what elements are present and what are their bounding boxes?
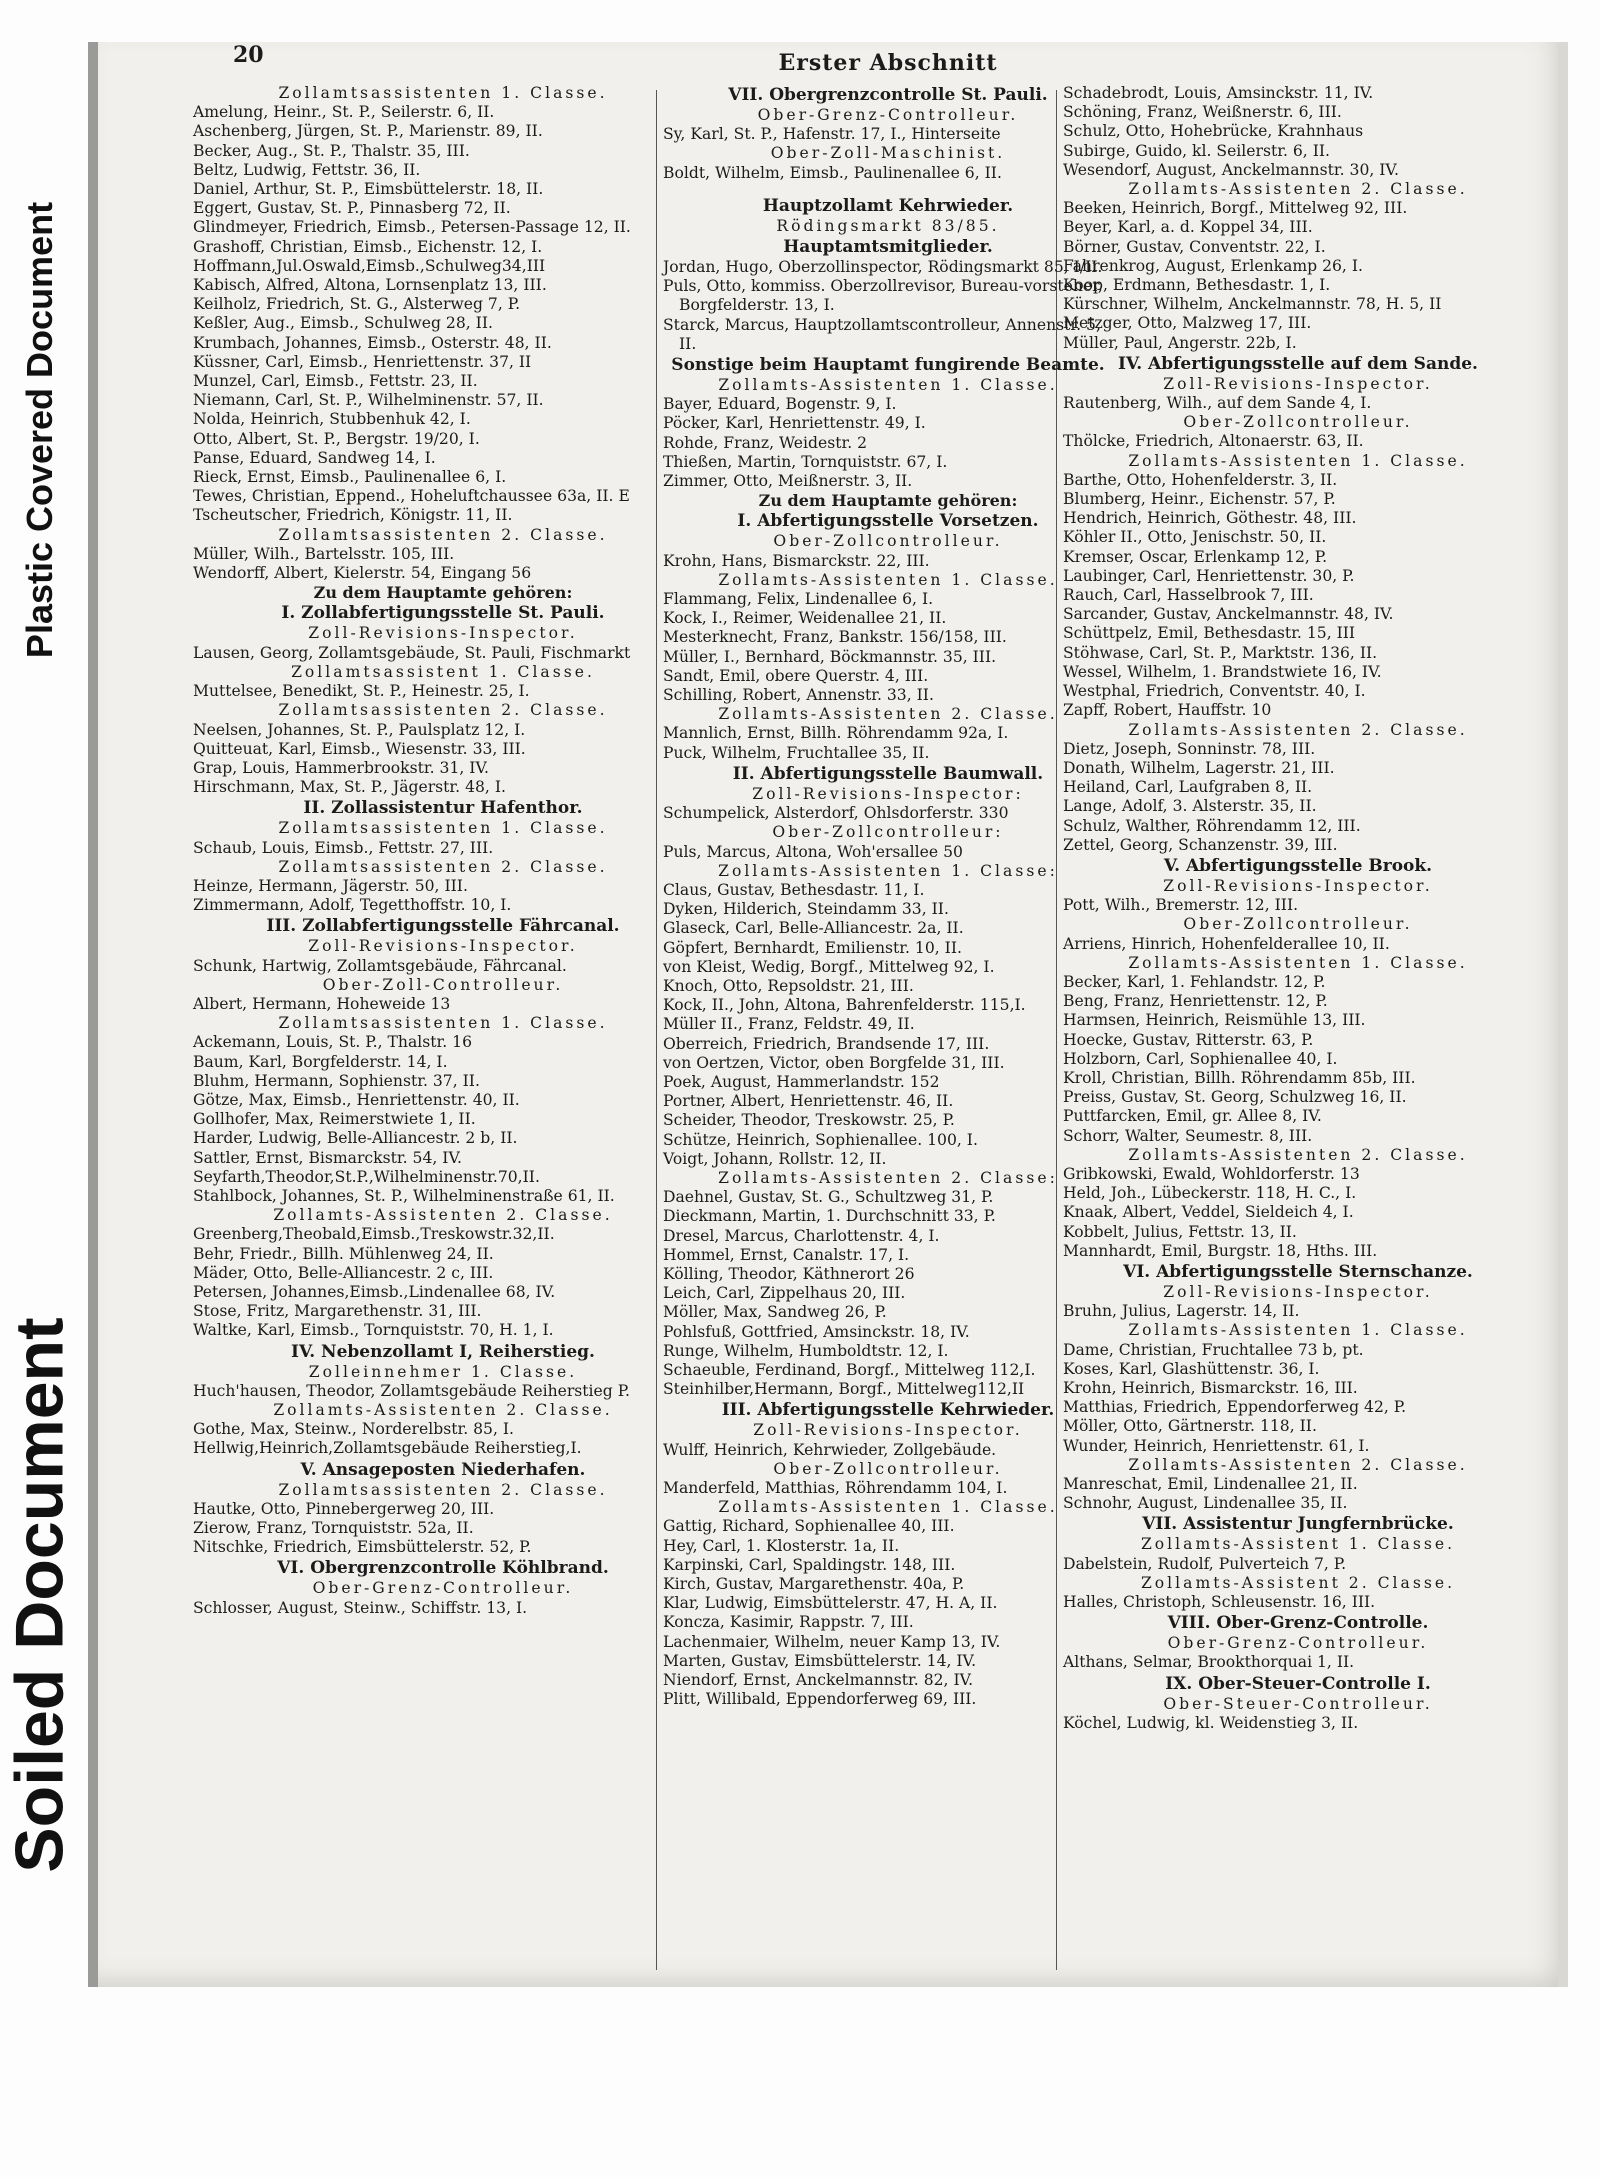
section-title: Hauptamtsmitglieder. [783,237,993,258]
directory-entry: Plitt, Willibald, Eppendorferweg 69, III. [663,1690,977,1709]
directory-entry: Poek, August, Hammerlandstr. 152 [663,1072,940,1091]
directory-entry: Daehnel, Gustav, St. G., Schultzweg 31, P. [663,1188,994,1207]
directory-entry: Mannhardt, Emil, Burgstr. 18, Hths. III. [1063,1241,1378,1260]
directory-entry: Bayer, Eduard, Bogenstr. 9, I. [663,395,897,414]
directory-entry: Albert, Hermann, Hoheweide 13 [193,994,451,1013]
plastic-covered-text: Plastic Covered Document [19,201,61,659]
directory-entry: Küssner, Carl, Eimsb., Henriettenstr. 37, II [193,352,532,371]
directory-entry: Eggert, Gustav, St. P., Pinnasberg 72, II. [193,199,511,218]
directory-entry: Ackemann, Louis, St. P., Thalstr. 16 [193,1033,473,1052]
directory-entry: Dietz, Joseph, Sonninstr. 78, III. [1063,739,1316,758]
rank-title: Zollamts-Assistenten 2. Classe. [1128,1145,1468,1164]
directory-entry: Grap, Louis, Hammerbrookstr. 31, IV. [193,758,489,777]
section-title: V. Ansageposten Niederhafen. [300,1459,586,1480]
directory-entry: Hendrich, Heinrich, Göthestr. 48, III. [1063,509,1357,528]
directory-entry: Wesendorf, August, Anckelmannstr. 30, IV. [1063,160,1399,179]
rank-title: Zollamts-Assistent 2. Classe. [1140,1573,1456,1592]
section-title: V. Abfertigungsstelle Brook. [1163,855,1433,876]
directory-entry: Seyfarth,Theodor,St.P.,Wilhelminenstr.70,II. [193,1167,540,1186]
directory-entry: Preiss, Gustav, St. Georg, Schulzweg 16, II. [1063,1088,1407,1107]
rank-title: Zollamtsassistenten 1. Classe. [278,1014,608,1033]
directory-entry: Aschenberg, Jürgen, St. P., Marienstr. 89, II. [193,122,543,141]
directory-entry: Möller, Otto, Gärtnerstr. 118, II. [1063,1417,1317,1436]
directory-entry: Zettel, Georg, Schanzenstr. 39, III. [1063,835,1338,854]
directory-entry: Gothe, Max, Steinw., Norderelbstr. 85, I. [193,1420,514,1439]
directory-entry: Becker, Karl, 1. Fehlandstr. 12, P. [1063,972,1326,991]
rank-title: Zollamts-Assistenten 1. Classe: [718,861,1058,880]
directory-entry: Schlosser, August, Steinw., Schiffstr. 13, I. [193,1598,528,1617]
directory-entry: Leich, Carl, Zippelhaus 20, III. [663,1284,906,1303]
directory-entry: Mannlich, Ernst, Billh. Röhrendamm 92a, I. [663,724,1009,743]
subheading: Zu dem Hauptamte gehören: [758,491,1018,511]
section-title: II. Zollassistentur Hafenthor. [303,798,583,819]
directory-entry: Sarcander, Gustav, Anckelmannstr. 48, IV. [1063,605,1394,624]
directory-entry: Pohlsfuß, Gottfried, Amsinckstr. 18, IV. [663,1322,970,1341]
directory-entry: Lachenmaier, Wilhelm, neuer Kamp 13, IV. [663,1632,1001,1651]
directory-entry: Oberreich, Friedrich, Brandsende 17, III. [663,1034,990,1053]
directory-entry: Hirschmann, Max, St. P., Jägerstr. 48, I. [193,778,506,797]
directory-entry: Schulz, Otto, Hohebrücke, Krahnhaus [1063,122,1364,141]
directory-entry: Manreschat, Emil, Lindenallee 21, II. [1063,1475,1358,1494]
directory-entry: Schadebrodt, Louis, Amsinckstr. 11, IV. [1063,84,1374,102]
directory-entry: Hommel, Ernst, Canalstr. 17, I. [663,1245,910,1264]
directory-entry: Holzborn, Carl, Sophienallee 40, I. [1063,1049,1338,1068]
directory-entry: Heiland, Carl, Laufgraben 8, II. [1063,778,1313,797]
directory-page [88,42,1568,1987]
directory-entry: Zierow, Franz, Tornquiststr. 52a, II. [193,1519,474,1538]
directory-entry: Stahlbock, Johannes, St. P., Wilhelminenstraße 61, II. [193,1186,615,1205]
section-title: I. Abfertigungsstelle Vorsetzen. [737,511,1039,532]
directory-entry: Glaseck, Carl, Belle-Alliancestr. 2a, II. [663,919,964,938]
directory-entry: Starck, Marcus, Hauptzollamtscontrolleur, Annenstr. 5, II. [663,315,1101,353]
directory-entry: Quitteuat, Karl, Eimsb., Wiesenstr. 33, III. [193,739,526,758]
section-title: VIII. Ober-Grenz-Controlle. [1167,1613,1429,1634]
rank-title: Zollamtsassistent 1. Classe. [291,662,595,681]
section-heading: Erster Abschnitt [778,50,998,76]
directory-entry: Becker, Aug., St. P., Thalstr. 35, III. [193,141,470,160]
rank-title: Ober-Zollcontrolleur. [1183,915,1413,934]
rank-title: Zolleinnehmer 1. Classe. [308,1362,578,1381]
rank-title: Zollamts-Assistenten 2. Classe. [273,1206,613,1225]
directory-entry: Dresel, Marcus, Charlottenstr. 4, I. [663,1226,940,1245]
directory-entry: Götze, Max, Eimsb., Henriettenstr. 40, II. [193,1090,520,1109]
directory-entry: von Oertzen, Victor, oben Borgfelde 31, III. [663,1053,1005,1072]
directory-entry: Wendorff, Albert, Kielerstr. 54, Eingang 56 [193,564,532,583]
directory-entry: Knaak, Albert, Veddel, Sieldeich 4, I. [1063,1203,1354,1222]
directory-entry: Rautenberg, Wilh., auf dem Sande 4, I. [1063,394,1372,413]
directory-entry: Harmsen, Heinrich, Reismühle 13, III. [1063,1011,1366,1030]
directory-entry: Konczа, Kasimir, Rappstr. 7, III. [663,1613,914,1632]
directory-entry: Koses, Karl, Glashüttenstr. 36, I. [1063,1359,1320,1378]
rank-title: Zollamts-Assistenten 1. Classe. [1128,1321,1468,1340]
rank-title: Zoll-Revisions-Inspector. [308,624,578,643]
directory-entry: Gribkowski, Ewald, Wohldorferstr. 13 [1063,1164,1360,1183]
section-title: Hauptzollamt Kehrwieder. [762,195,1014,216]
directory-entry: Westphal, Friedrich, Conventstr. 40, I. [1063,682,1366,701]
directory-entry: Heinze, Hermann, Jägerstr. 50, III. [193,876,468,895]
directory-entry: Schütze, Heinrich, Sophienallee. 100, I. [663,1130,978,1149]
rank-title: Ober-Zoll-Maschinist. [770,144,1006,163]
section-title: IV. Abfertigungsstelle auf dem Sande. [1118,353,1478,374]
directory-entry: Tscheutscher, Friedrich, Königstr. 11, II. [193,506,513,525]
directory-entry: Huch'hausen, Theodor, Zollamtsgebäude Reiherstieg P. [193,1381,631,1400]
directory-entry: Hey, Carl, 1. Klosterstr. 1a, II. [663,1536,900,1555]
rank-title: Zollamtsassistenten 2. Classe. [278,525,608,544]
directory-entry: Dame, Christian, Fruchtallee 73 b, pt. [1063,1340,1364,1359]
section-title: IV. Nebenzollamt I, Reiherstieg. [291,1341,595,1362]
section-title: III. Zollabfertigungsstelle Fährcanal. [266,916,620,937]
directory-entry: Krumbach, Johannes, Eimsb., Osterstr. 48, II. [193,333,552,352]
directory-entry: Beltz, Ludwig, Fettstr. 36, II. [193,160,421,179]
directory-entry: Schorr, Walter, Seumestr. 8, III. [1063,1126,1313,1145]
directory-entry: Jordan, Hugo, Oberzollinspector, Rödingsmarkt 85, I/II. [663,258,1103,277]
directory-entry: Zapff, Robert, Hauffstr. 10 [1063,701,1272,720]
directory-entry: Dyken, Hilderich, Steindamm 33, II. [663,900,949,919]
directory-entry: Wessel, Wilhelm, 1. Brandstwiete 16, IV. [1063,662,1382,681]
directory-entry: Niendorf, Ernst, Anckelmannstr. 82, IV. [663,1671,974,1690]
directory-entry: Metzger, Otto, Malzweg 17, III. [1063,314,1312,333]
directory-entry: Schilling, Robert, Annenstr. 33, II. [663,686,934,705]
directory-entry: Hellwig,Heinrich,Zollamtsgebäude Reiherstieg,I. [193,1439,582,1458]
rank-title: Zollamts-Assistenten 2. Classe. [273,1401,613,1419]
directory-entry: Steinhilber,Hermann, Borgf., Mittelweg112,II [663,1380,1025,1399]
rank-title: Zollamtsassistenten 1. Classe. [278,819,608,838]
directory-entry: Puttfarcken, Emil, gr. Allee 8, IV. [1063,1107,1322,1126]
rank-title: Ober-Zollcontrolleur. [773,1459,1003,1478]
section-title: III. Abfertigungsstelle Kehrwieder. [721,1400,1055,1421]
rank-title: Zollamts-Assistenten 1. Classe. [718,1498,1058,1517]
directory-entry: Nolda, Heinrich, Stubbenhuk 42, I. [193,410,471,429]
directory-entry: Beeken, Heinrich, Borgf., Mittelweg 92, III. [1063,199,1408,218]
directory-entry: Beyer, Karl, a. d. Koppel 34, III. [1063,218,1313,237]
rank-title: Zollamts-Assistenten 1. Classe. [718,570,1058,589]
directory-entry: Kobbelt, Julius, Fettstr. 13, II. [1063,1222,1297,1241]
rank-title: Zollamts-Assistenten 2. Classe. [1128,720,1468,739]
directory-entry: Pott, Wilh., Bremerstr. 12, III. [1063,896,1299,915]
directory-entry: Wunder, Heinrich, Henriettenstr. 61, I. [1063,1436,1370,1455]
rank-title: Zollamtsassistenten 2. Classe. [278,857,608,876]
rank-title: Zollamts-Assistenten 2. Classe. [1128,1455,1468,1474]
soiled-document-label [0,1290,80,1900]
directory-entry: Matthias, Friedrich, Eppendorferweg 42, P. [1063,1398,1407,1417]
directory-entry: Glindmeyer, Friedrich, Eimsb., Petersen-Passage 12, II. [193,218,631,237]
rank-title: Zollamts-Assistenten 1. Classe. [1128,451,1468,470]
rank-title: Zollamts-Assistenten 1. Classe. [1128,953,1468,972]
directory-entry: Knoch, Otto, Repsoldstr. 21, III. [663,976,914,995]
directory-entry: Runge, Wilhelm, Humboldtstr. 12, I. [663,1341,949,1360]
directory-entry: Barthe, Otto, Hohenfelderstr. 3, II. [1063,470,1338,489]
rank-title: Ober-Zollcontrolleur. [1183,413,1413,432]
directory-entry: Kroll, Christian, Billh. Röhrendamm 85b, III. [1063,1068,1416,1087]
directory-entry: Hautke, Otto, Pinnebergerweg 20, III. [193,1499,495,1518]
directory-entry: Greenberg,Theobald,Eimsb.,Treskowstr.32,II. [193,1225,555,1244]
directory-entry: Pöcker, Karl, Henriettenstr. 49, I. [663,414,926,433]
directory-entry: Flammang, Felix, Lindenallee 6, I. [663,590,934,609]
directory-entry: Kölling, Theodor, Käthnerort 26 [663,1264,915,1283]
directory-entry: Rieck, Ernst, Eimsb., Paulinenallee 6, I. [193,468,507,487]
rank-title: Zollamts-Assistenten 2. Classe. [718,705,1058,724]
directory-entry: Schüttpelz, Emil, Bethesdastr. 15, III [1063,624,1356,643]
directory-entry: Köchel, Ludwig, kl. Weidenstieg 3, II. [1063,1713,1359,1732]
directory-entry: Bluhm, Hermann, Sophienstr. 37, II. [193,1071,480,1090]
directory-entry: Zimmermann, Adolf, Tegetthoffstr. 10, I. [193,896,512,915]
rank-title: Ober-Zoll-Controlleur. [322,975,564,994]
directory-entry: Puls, Marcus, Altona, Woh'ersallee 50 [663,842,963,861]
rank-title: Zoll-Revisions-Inspector. [753,1421,1023,1440]
directory-entry: Köhler II., Otto, Jenischstr. 50, II. [1063,528,1327,547]
directory-entry: Scheider, Theodor, Treskowstr. 25, P. [663,1111,955,1130]
column-left [193,84,693,1618]
directory-entry: Amelung, Heinr., St. P., Seilerstr. 6, II. [193,103,495,122]
directory-entry: Müller, Paul, Angerstr. 22b, I. [1063,333,1297,352]
directory-entry: Müller II., Franz, Feldstr. 49, II. [663,1015,915,1034]
directory-entry: Koop, Erdmann, Bethesdastr. 1, I. [1063,276,1331,295]
directory-entry: Gollhofer, Max, Reimerstwiete 1, II. [193,1110,476,1129]
rank-title: Zollamts-Assistenten 2. Classe: [718,1168,1058,1187]
rank-title: Zollamtsassistenten 2. Classe. [278,701,608,720]
directory-entry: Petersen, Johannes,Eimsb.,Lindenallee 68, IV. [193,1282,556,1301]
directory-entry: Börner, Gustav, Conventstr. 22, I. [1063,237,1326,256]
rank-title: Zollamts-Assistenten 1. Classe. [718,376,1058,395]
directory-entry: Otto, Albert, St. P., Bergstr. 19/20, I. [193,429,480,448]
spacer [663,183,1113,195]
rank-title: Ober-Steuer-Controlleur. [1163,1694,1433,1713]
directory-entry: Schumpelick, Alsterdorf, Ohlsdorferstr. 330 [663,804,1009,823]
directory-entry: Kabisch, Alfred, Altona, Lornsenplatz 13, III. [193,276,547,295]
rank-title: Zollamts-Assistenten 2. Classe. [1128,180,1468,199]
directory-entry: Daniel, Arthur, St. P., Eimsbüttelerstr. 18, II. [193,180,544,199]
directory-entry: Halles, Christoph, Schleusenstr. 16, III. [1063,1593,1376,1612]
column-right [1063,84,1533,1733]
rank-title: Zoll-Revisions-Inspector. [308,937,578,956]
directory-entry: Zimmer, Otto, Meißnerstr. 3, II. [663,472,913,491]
section-title: VII. Assistentur Jungfernbrücke. [1142,1514,1454,1535]
directory-entry: Keßler, Aug., Eimsb., Schulweg 28, II. [193,314,493,333]
directory-entry: Boldt, Wilhelm, Eimsb., Paulinenallee 6, II. [663,163,1002,182]
directory-entry: Schunk, Hartwig, Zollamtsgebäude, Fährcanal. [193,956,567,975]
directory-entry: Bruhn, Julius, Lagerstr. 14, II. [1063,1302,1300,1321]
directory-entry: Donath, Wilhelm, Lagerstr. 21, III. [1063,758,1335,777]
rank-title: Ober-Zollcontrolleur: [772,823,1004,842]
rank-title: Zollamts-Assistent 1. Classe. [1140,1535,1456,1554]
directory-entry: Neelsen, Johannes, St. P., Paulsplatz 12, I. [193,720,526,739]
directory-entry: Thölcke, Friedrich, Altonaerstr. 63, II. [1063,432,1364,451]
directory-entry: Sy, Karl, St. P., Hafenstr. 17, I., Hinterseite [663,125,1001,144]
rank-title: Zoll-Revisions-Inspector. [1163,1282,1433,1301]
directory-entry: Krohn, Hans, Bismarckstr. 22, III. [663,551,930,570]
directory-entry: Sandt, Emil, obere Querstr. 4, III. [663,666,929,685]
directory-entry: Baum, Karl, Borgfelderstr. 14, I. [193,1052,448,1071]
directory-entry: Portner, Albert, Henriettenstr. 46, II. [663,1092,954,1111]
directory-entry: Schaub, Louis, Eimsb., Fettstr. 27, III. [193,838,494,857]
page-edge [1558,42,1568,1987]
directory-entry: Sattler, Ernst, Bismarckstr. 54, IV. [193,1148,462,1167]
directory-entry: Muttelsee, Benedikt, St. P., Heinestr. 25, I. [193,682,530,701]
directory-entry: Claus, Gustav, Bethesdastr. 11, I. [663,880,925,899]
directory-entry: Marten, Gustav, Eimsbüttelerstr. 14, IV. [663,1651,977,1670]
directory-entry: Fahrenkrog, August, Erlenkamp 26, I. [1063,256,1363,275]
soiled-document-text: Soiled Document [2,1317,79,1873]
directory-entry: Thießen, Martin, Tornquiststr. 67, I. [663,452,948,471]
rank-title: Zollamtsassistenten 2. Classe. [278,1480,608,1499]
directory-entry: Gattig, Richard, Sophienallee 40, III. [663,1517,955,1536]
directory-entry: Arriens, Hinrich, Hohenfelderallee 10, II. [1063,934,1390,953]
directory-entry: Müller, I., Bernhard, Böckmannstr. 35, III. [663,647,997,666]
directory-entry: Stose, Fritz, Margarethenstr. 31, III. [193,1302,482,1321]
directory-entry: Hoecke, Gustav, Ritterstr. 63, P. [1063,1030,1314,1049]
directory-entry: Mäder, Otto, Belle-Alliancestr. 2 c, III. [193,1263,494,1282]
directory-entry: Tewes, Christian, Eppend., Hoheluftchaussee 63a, II. E [193,487,630,506]
rank-title: Zoll-Revisions-Inspector: [752,784,1024,803]
directory-entry: Möller, Max, Sandweg 26, P. [663,1303,887,1322]
plastic-covered-label [0,150,80,710]
section-title: IX. Ober-Steuer-Controlle I. [1165,1673,1431,1694]
rank-title: Zoll-Revisions-Inspector. [1163,374,1433,393]
directory-entry: Kirch, Gustav, Margarethenstr. 40a, P. [663,1575,965,1594]
directory-entry: Dabelstein, Rudolf, Pulverteich 7, P. [1063,1554,1347,1573]
rank-title: Zoll-Revisions-Inspector. [1163,876,1433,895]
column-middle [663,84,1113,1709]
directory-entry: Niemann, Carl, St. P., Wilhelminenstr. 57, II. [193,391,544,410]
directory-entry: von Kleist, Wedig, Borgf., Mittelweg 92, I. [663,957,995,976]
directory-entry: Munzel, Carl, Eimsb., Fettstr. 23, II. [193,372,478,391]
directory-entry: Schöning, Franz, Weißnerstr. 6, III. [1063,103,1342,122]
directory-entry: Rohde, Franz, Weidestr. 2 [663,433,868,452]
directory-entry: Hoffmann,Jul.Oswald,Eimsb.,Schulweg34,III [193,256,546,275]
address-line: Rödingsmarkt 83/85. [776,216,1000,235]
subheading: Zu dem Hauptamte gehören: [313,583,573,603]
directory-entry: Lausen, Georg, Zollamtsgebäude, St. Pauli, Fischmarkt [193,643,631,662]
section-title: Sonstige beim Hauptamt fungirende Beamte. [671,355,1105,376]
section-title: II. Abfertigungsstelle Baumwall. [732,763,1044,784]
directory-entry: Mesterknecht, Franz, Bankstr. 156/158, III. [663,628,1007,647]
directory-entry: Karpinski, Carl, Spaldingstr. 148, III. [663,1555,956,1574]
page-number: 20 [233,42,264,68]
directory-entry: Kock, I., Reimer, Weidenallee 21, II. [663,609,947,628]
directory-entry: Puls, Otto, kommiss. Oberzollrevisor, Bureau-vorsteher, Borgfelderstr. 13, I. [663,277,1103,315]
directory-entry: Blumberg, Heinr., Eichenstr. 57, P. [1063,490,1336,509]
directory-entry: Göpfert, Bernhardt, Emilienstr. 10, II. [663,938,962,957]
section-title: VI. Abfertigungsstelle Sternschanze. [1123,1261,1473,1282]
directory-entry: Behr, Friedr., Billh. Mühlenweg 24, II. [193,1244,494,1263]
directory-entry: Rauch, Carl, Hasselbrook 7, III. [1063,586,1314,605]
directory-entry: Grashoff, Christian, Eimsb., Eichenstr. 12, I. [193,237,543,256]
directory-entry: Klar, Ludwig, Eimsbüttelerstr. 47, H. A, II. [663,1594,998,1613]
directory-entry: Beng, Franz, Henriettenstr. 12, P. [1063,992,1328,1011]
directory-entry: Laubinger, Carl, Henriettenstr. 30, P. [1063,566,1355,585]
directory-entry: Schulz, Walther, Röhrendamm 12, III. [1063,816,1361,835]
section-title: I. Zollabfertigungsstelle St. Pauli. [281,603,605,624]
directory-entry: Schaeuble, Ferdinand, Borgf., Mittelweg 112,I. [663,1360,1036,1379]
directory-entry: Stöhwase, Carl, St. P., Marktstr. 136, II. [1063,643,1378,662]
rank-title: Ober-Grenz-Controlleur. [1167,1634,1429,1653]
directory-entry: Wulff, Heinrich, Kehrwieder, Zollgebäude. [663,1440,997,1459]
directory-entry: Althans, Selmar, Brookthorquai 1, II. [1063,1653,1355,1672]
directory-entry: Voigt, Johann, Rollstr. 12, II. [663,1149,887,1168]
directory-entry: Nitschke, Friedrich, Eimsbüttelerstr. 52, P. [193,1538,532,1557]
directory-entry: Lange, Adolf, 3. Alsterstr. 35, II. [1063,797,1317,816]
rank-title: Ober-Zollcontrolleur. [773,532,1003,551]
directory-entry: Krohn, Heinrich, Bismarckstr. 16, III. [1063,1379,1358,1397]
directory-entry: Kock, II., John, Altona, Bahrenfelderstr. 115,I. [663,996,1026,1015]
section-title: VI. Obergrenzcontrolle Köhlbrand. [277,1558,609,1579]
section-title: VII. Obergrenzcontrolle St. Pauli. [728,85,1048,105]
directory-entry: Puck, Wilhelm, Fruchtallee 35, II. [663,743,930,762]
rank-title: Ober-Grenz-Controlleur. [757,106,1019,124]
directory-entry: Manderfeld, Matthias, Röhrendamm 104, I. [663,1479,1008,1497]
directory-entry: Held, Joh., Lübeckerstr. 118, H. C., I. [1063,1184,1357,1203]
rank-title: Zollamtsassistenten 1. Classe. [278,84,608,102]
directory-entry: Dieckmann, Martin, 1. Durchschnitt 33, P. [663,1207,996,1226]
directory-entry: Waltke, Karl, Eimsb., Tornquiststr. 70, H. 1, I. [193,1321,554,1340]
directory-entry: Subirge, Guido, kl. Seilerstr. 6, II. [1063,141,1330,160]
directory-entry: Harder, Ludwig, Belle-Alliancestr. 2 b, II. [193,1129,518,1148]
directory-entry: Schnohr, August, Lindenallee 35, II. [1063,1494,1348,1513]
directory-entry: Kürschner, Wilhelm, Anckelmannstr. 78, H. 5, II [1063,295,1442,314]
directory-entry: Kremser, Oscar, Erlenkamp 12, P. [1063,547,1328,566]
rank-title: Ober-Grenz-Controlleur. [312,1579,574,1598]
directory-entry: Panse, Eduard, Sandweg 14, I. [193,448,436,467]
directory-entry: Keilholz, Friedrich, St. G., Alsterweg 7, P. [193,295,521,314]
directory-entry: Müller, Wilh., Bartelsstr. 105, III. [193,544,455,563]
